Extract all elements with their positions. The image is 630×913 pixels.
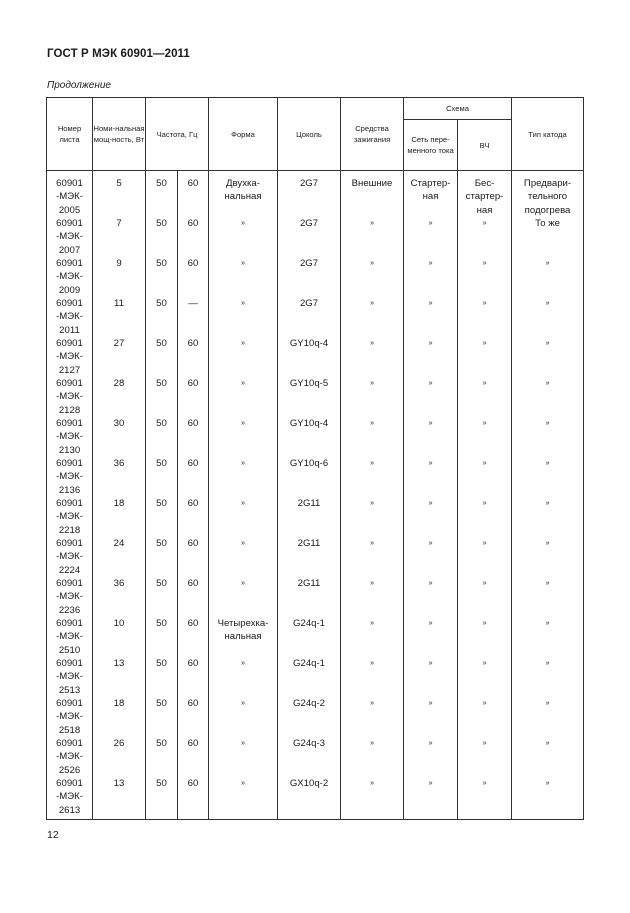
base-cell: G24q-1 [278,617,341,657]
frequency-60-cell: 60 [178,737,209,777]
table-row [47,177,584,217]
ac-network-cell: » [404,537,458,577]
sheet-number-cell: 60901 -МЭК- 2518 [47,697,93,737]
hf-cell: » [458,777,512,820]
frequency-50-cell: 50 [146,617,178,657]
cathode-cell: » [512,657,584,697]
frequency-50-cell: 50 [146,657,178,697]
hf-cell: » [458,257,512,297]
power-cell: 7 [93,217,146,257]
table-row [47,737,584,777]
frequency-50-cell: 50 [146,337,178,377]
shape-cell: » [209,337,278,377]
power-cell: 27 [93,337,146,377]
frequency-60-cell: — [178,297,209,337]
cathode-cell: » [512,617,584,657]
power-cell: 5 [93,177,146,217]
frequency-60-cell: 60 [178,537,209,577]
ignition-cell: » [341,457,404,497]
hf-cell: » [458,537,512,577]
frequency-60-cell: 60 [178,417,209,457]
shape-cell: » [209,537,278,577]
base-cell: GY10q-4 [278,417,341,457]
sheet-number-cell: 60901 -МЭК- 2236 [47,577,93,617]
table-row [47,697,584,737]
power-cell: 26 [93,737,146,777]
ac-network-cell: » [404,217,458,257]
cathode-cell: » [512,417,584,457]
ac-network-cell: » [404,457,458,497]
table-row [47,417,584,457]
frequency-50-cell: 50 [146,537,178,577]
frequency-50-cell: 50 [146,217,178,257]
ignition-cell: » [341,577,404,617]
sheet-number-cell: 60901 -МЭК- 2510 [47,617,93,657]
shape-cell: » [209,457,278,497]
power-cell: 10 [93,617,146,657]
power-cell: 28 [93,377,146,417]
ignition-cell: » [341,417,404,457]
ignition-cell: » [341,617,404,657]
frequency-50-cell: 50 [146,417,178,457]
frequency-60-cell: 60 [178,777,209,820]
sheet-number-cell: 60901 -МЭК- 2009 [47,257,93,297]
frequency-50-cell: 50 [146,497,178,537]
sheet-number-cell: 60901 -МЭК- 2218 [47,497,93,537]
ac-network-cell: » [404,257,458,297]
hf-cell: » [458,337,512,377]
ac-network-cell: » [404,617,458,657]
hf-cell: » [458,217,512,257]
ignition-cell: » [341,257,404,297]
cathode-cell: » [512,537,584,577]
shape-cell: » [209,377,278,417]
ac-network-cell: » [404,337,458,377]
frequency-50-cell: 50 [146,777,178,820]
lamp-data-table [46,97,584,820]
base-cell: GY10q-5 [278,377,341,417]
hf-cell: » [458,617,512,657]
cathode-cell: » [512,337,584,377]
table-row [47,497,584,537]
power-cell: 36 [93,577,146,617]
base-cell: G24q-2 [278,697,341,737]
power-cell: 24 [93,537,146,577]
frequency-50-cell: 50 [146,737,178,777]
shape-cell: » [209,697,278,737]
power-cell: 13 [93,657,146,697]
ac-network-cell: » [404,417,458,457]
cathode-cell: » [512,697,584,737]
cathode-cell: » [512,377,584,417]
table-row [47,577,584,617]
shape-cell: Четырехка- нальная [209,617,278,657]
ac-network-cell: » [404,777,458,820]
power-cell: 18 [93,497,146,537]
base-cell: GY10q-4 [278,337,341,377]
cathode-cell: Предвари- тельного подогрева [512,177,584,217]
shape-cell: » [209,257,278,297]
table-row [47,777,584,820]
document-title: ГОСТ Р МЭК 60901—2011 [47,48,190,60]
frequency-60-cell: 60 [178,177,209,217]
cathode-cell: » [512,257,584,297]
shape-cell: » [209,297,278,337]
frequency-60-cell: 60 [178,217,209,257]
cathode-cell: » [512,737,584,777]
table-row [47,337,584,377]
frequency-50-cell: 50 [146,297,178,337]
table-row [47,217,584,257]
ac-network-cell: » [404,657,458,697]
base-cell: 2G7 [278,177,341,217]
ignition-cell: » [341,697,404,737]
power-cell: 18 [93,697,146,737]
header-scheme: Схема [404,98,512,120]
frequency-60-cell: 60 [178,337,209,377]
shape-cell: » [209,577,278,617]
frequency-50-cell: 50 [146,377,178,417]
hf-cell: » [458,657,512,697]
header-power: Номи-нальная мощ-ность, Вт [93,98,146,171]
base-cell: 2G7 [278,257,341,297]
header-cathode: Тип катода [512,98,584,171]
sheet-number-cell: 60901 -МЭК- 2526 [47,737,93,777]
header-hf: ВЧ [458,120,512,171]
cathode-cell: » [512,297,584,337]
hf-cell: » [458,417,512,457]
ignition-cell: » [341,777,404,820]
table-row [47,457,584,497]
power-cell: 9 [93,257,146,297]
ignition-cell: » [341,217,404,257]
hf-cell: » [458,297,512,337]
shape-cell: » [209,777,278,820]
hf-cell: » [458,577,512,617]
hf-cell: » [458,377,512,417]
base-cell: GX10q-2 [278,777,341,820]
frequency-50-cell: 50 [146,457,178,497]
cathode-cell: То же [512,217,584,257]
shape-cell: » [209,217,278,257]
power-cell: 11 [93,297,146,337]
ignition-cell: » [341,297,404,337]
page-number: 12 [47,829,59,841]
ignition-cell: » [341,657,404,697]
ac-network-cell: » [404,737,458,777]
sheet-number-cell: 60901 -МЭК- 2130 [47,417,93,457]
sheet-number-cell: 60901 -МЭК- 2127 [47,337,93,377]
ac-network-cell: » [404,697,458,737]
base-cell: 2G11 [278,497,341,537]
shape-cell: » [209,737,278,777]
ac-network-cell: » [404,297,458,337]
hf-cell: » [458,497,512,537]
base-cell: G24q-1 [278,657,341,697]
base-cell: 2G7 [278,297,341,337]
sheet-number-cell: 60901 -МЭК- 2513 [47,657,93,697]
hf-cell: » [458,697,512,737]
ac-network-cell: » [404,497,458,537]
base-cell: 2G11 [278,577,341,617]
ac-network-cell: Стартер- ная [404,177,458,217]
base-cell: G24q-3 [278,737,341,777]
base-cell: 2G11 [278,537,341,577]
sheet-number-cell: 60901 -МЭК- 2136 [47,457,93,497]
shape-cell: » [209,417,278,457]
shape-cell: » [209,657,278,697]
hf-cell: » [458,457,512,497]
ignition-cell: » [341,537,404,577]
cathode-cell: » [512,777,584,820]
frequency-50-cell: 50 [146,257,178,297]
sheet-number-cell: 60901 -МЭК- 2224 [47,537,93,577]
header-frequency: Частота, Гц [146,98,209,171]
sheet-number-cell: 60901 -МЭК- 2007 [47,217,93,257]
hf-cell: Бес- стартер- ная [458,177,512,217]
base-cell: 2G7 [278,217,341,257]
power-cell: 30 [93,417,146,457]
frequency-60-cell: 60 [178,497,209,537]
hf-cell: » [458,737,512,777]
header-base: Цоколь [278,98,341,171]
header-ac-network: Сеть пере-менного тока [404,120,458,171]
sheet-number-cell: 60901 -МЭК- 2128 [47,377,93,417]
frequency-60-cell: 60 [178,577,209,617]
shape-cell: Двухка- нальная [209,177,278,217]
header-ignition: Средства зажигания [341,98,404,171]
ignition-cell: » [341,497,404,537]
power-cell: 36 [93,457,146,497]
frequency-60-cell: 60 [178,617,209,657]
ac-network-cell: » [404,577,458,617]
header-shape: Форма [209,98,278,171]
cathode-cell: » [512,577,584,617]
table-row [47,257,584,297]
power-cell: 13 [93,777,146,820]
cathode-cell: » [512,497,584,537]
table-row [47,657,584,697]
frequency-60-cell: 60 [178,457,209,497]
ac-network-cell: » [404,377,458,417]
table-row [47,377,584,417]
frequency-60-cell: 60 [178,657,209,697]
ignition-cell: Внешние [341,177,404,217]
frequency-50-cell: 50 [146,577,178,617]
table-row [47,297,584,337]
table-row [47,537,584,577]
sheet-number-cell: 60901 -МЭК- 2011 [47,297,93,337]
cathode-cell: » [512,457,584,497]
frequency-50-cell: 50 [146,177,178,217]
table-row [47,617,584,657]
ignition-cell: » [341,737,404,777]
frequency-50-cell: 50 [146,697,178,737]
shape-cell: » [209,497,278,537]
frequency-60-cell: 60 [178,257,209,297]
ignition-cell: » [341,337,404,377]
header-sheet-number: Номер листа [47,98,93,171]
sheet-number-cell: 60901 -МЭК- 2613 [47,777,93,820]
ignition-cell: » [341,377,404,417]
frequency-60-cell: 60 [178,697,209,737]
frequency-60-cell: 60 [178,377,209,417]
sheet-number-cell: 60901 -МЭК- 2005 [47,177,93,217]
base-cell: GY10q-6 [278,457,341,497]
continuation-label: Продолжение [47,80,111,91]
